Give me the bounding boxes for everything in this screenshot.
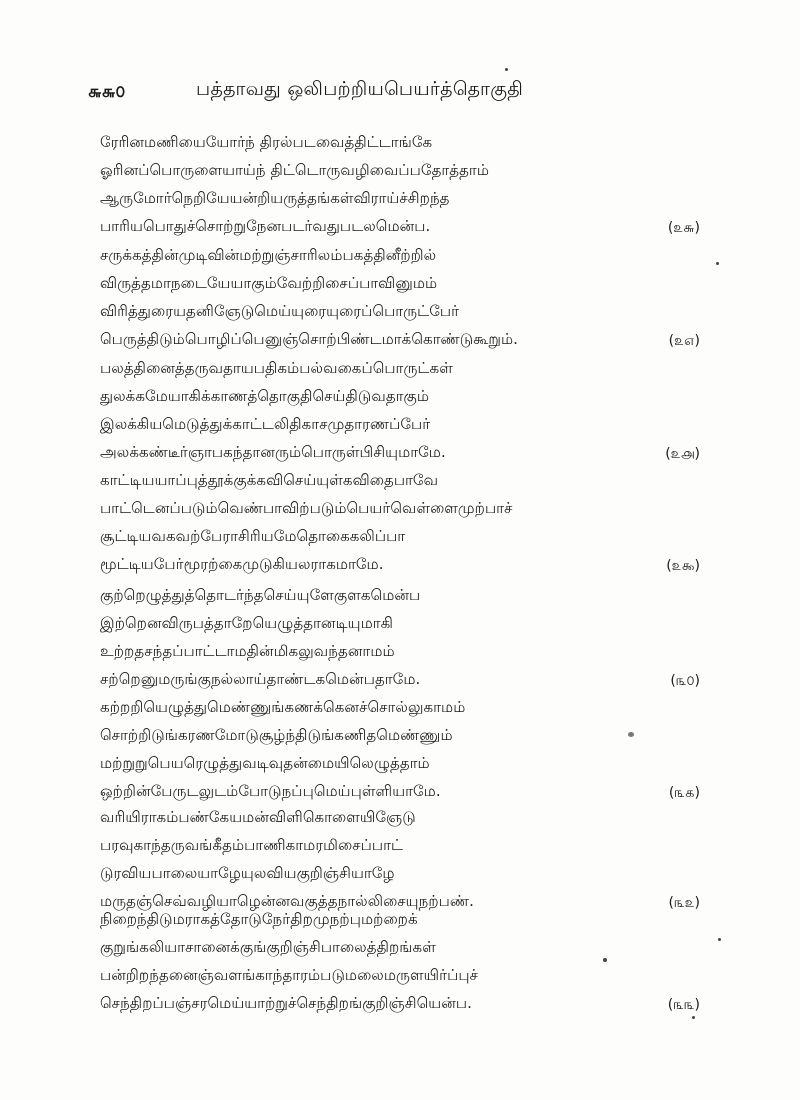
verse-line: இலக்கியமெடுத்துக்காட்டலிதிகாசமுதாரணப்பேர் [100,415,431,433]
verse-number: (௨௯) [666,558,700,574]
verse-line: நிறைந்திடுமராகத்தோடுநேர்திறமுநற்புமற்றைக் [100,910,418,928]
verse-number: (௩௧) [668,785,700,801]
verse-block [100,354,700,466]
verse-line: உற்றதசந்தப்பாட்டாமதின்மிகலுவந்தனாமம் [100,642,395,660]
verse-number: (௩௦) [670,673,700,689]
scan-speck [505,68,508,71]
verse-line: கற்றறியெழுத்துமெண்ணுங்கணக்கெனச்சொல்லுகாமம் [100,698,466,716]
verse-line: காட்டியயாப்புத்தூக்குக்கவிசெய்யுள்கவிதைபாவே [100,471,439,489]
verse-line: செந்திறப்பஞ்சரமெய்யாற்றுச்செந்திறங்குறிஞ்சியென்ப. [100,994,473,1012]
verse-line: மூட்டியபேர்மூரற்கைமுடுகியலராகமாமே. [100,555,384,573]
verse-line: பெருத்திடும்பொழிப்பெனுஞ்சொற்பிண்டமாக்கொண்டுகூறும். [100,330,519,348]
verse-line: அலக்கண்டீர்ஞாபகந்தானரும்பொருள்பிசியுமாமே. [100,443,446,461]
verse-line: விருத்தமாநடையேயாகும்வேற்றிசைப்பாவினுமம் [100,274,438,292]
verse-number: (௨௮) [665,446,700,462]
scan-speck [716,262,719,265]
scan-speck [603,958,607,962]
verse-line: மற்றுறுபெயரெழுத்துவடிவுதன்மையிலெழுத்தாம் [100,754,430,772]
verse-line: சூட்டியவகவற்பேராசிரியமேதொகைகலிப்பா [100,527,406,545]
verse-line: குறுங்கலியாசானைக்குங்குறிஞ்சிபாலைத்திறங்கள் [100,938,436,956]
verse-block [100,241,700,353]
verse-line: டுரவியபாலையாழேயுலவியகுறிஞ்சியாழே [100,864,395,882]
verse-line: குற்றெழுத்துத்தொடர்ந்தசெய்யுளேகுளகமென்ப [100,586,421,604]
verse-line: பலத்தினைத்தருவதாயபதிகம்பல்வகைப்பொருட்கள் [100,359,453,377]
verse-block [100,466,700,578]
verse-block [100,128,700,240]
verse-line: ரேரினமணியையோர்ந் திரல்படவைத்திட்டாங்கே [100,133,433,151]
verse-line: ஆருமோர்நெறியேயன்றியருத்தங்கள்விராய்ச்சிறந்த [100,189,450,207]
verse-number: (௩௨) [668,895,700,911]
verse-number: (௩௩) [667,997,700,1013]
running-title: பத்தாவது ஒலிபற்றியபெயர்த்தொகுதி [196,78,524,100]
verse-line: சொற்றிடுங்கரணமோடுசூழ்ந்திடுங்கணிதமெண்ணும் [100,726,453,744]
verse-number: (௨௬) [667,220,700,236]
verse-number: (௨௭) [668,333,700,349]
page-number: ௬௬௦ [88,82,126,102]
verse-line: ஓரினப்பொருளையாய்ந் திட்டொருவழிவைப்பதோத்தாம் [100,161,490,179]
verse-line: பாரியபொதுச்சொற்றுநேனபடர்வதுபடலமென்ப. [100,217,431,235]
verse-block [100,905,700,1017]
verse-line: பரவுகாந்தருவங்கீதம்பாணிகாமரமிசைப்பாட் [100,836,404,854]
verse-line: வரியிராகம்பண்கேயமன்விளிகொளையிஞேடு [100,808,416,826]
page-header [88,78,648,110]
verse-line: விரித்துரையதனிஞேடுமெய்யுரையுரைப்பொருட்பேர் [100,302,460,320]
verse-line: இற்றெனவிருபத்தாறேயெழுத்தானடியுமாகி [100,614,393,632]
scan-speck [628,732,634,737]
verse-line: துலக்கமேயாகிக்காணத்தொகுதிசெய்திடுவதாகும் [100,387,430,405]
verse-line: சருக்கத்தின்முடிவின்மற்றுஞ்சாரிலம்பகத்தினீற்றில் [100,246,437,264]
verse-line: மருதஞ்செவ்வழியாழென்னவகுத்தநால்லிசையுநற்பண். [100,892,474,910]
verse-block [100,803,700,915]
verse-line: பாட்டெனப்படும்வெண்பாவிற்படும்பெயர்வெள்ளைமுற்பாச் [100,499,513,517]
scan-speck [718,938,721,941]
verse-block [100,693,700,805]
verse-block [100,581,700,693]
verse-line: ஒற்றின்பேருடலுடம்போடுநப்புமெய்புள்ளியாமே. [100,782,441,800]
verse-line: பன்றிறந்தனைஞ்வளங்காந்தாரம்படுமலைமருளயிர்ப்புச் [100,966,479,984]
scan-speck [692,1016,695,1019]
verse-line: சற்றெனுமருங்குநல்லாய்தாண்டகமென்பதாமே. [100,670,421,688]
